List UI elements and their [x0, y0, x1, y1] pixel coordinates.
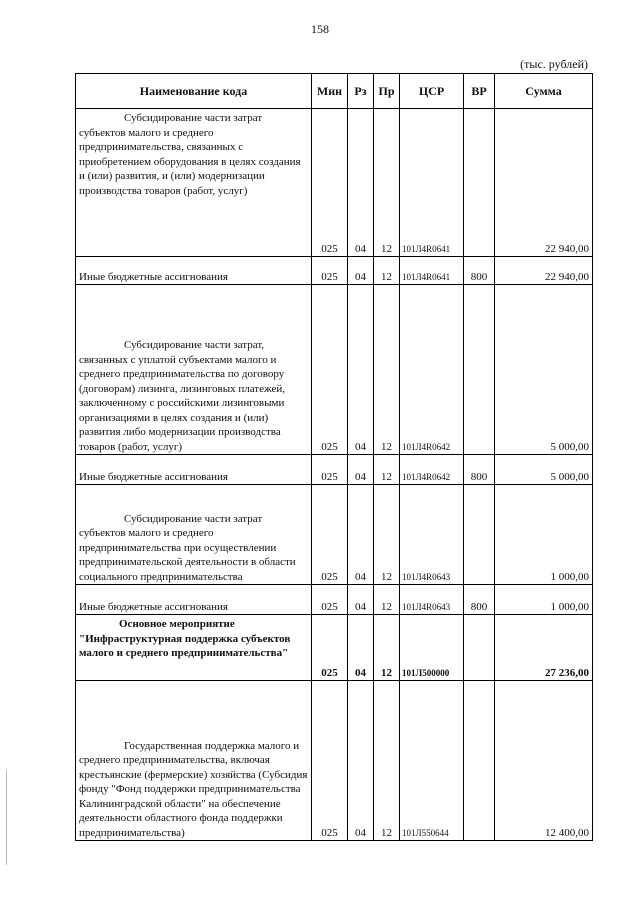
row-rz: 04	[348, 681, 374, 841]
row-min: 025	[312, 485, 348, 585]
table-row	[76, 285, 593, 455]
header-csr: ЦСР	[400, 74, 464, 109]
row-sum: 1 000,00	[495, 485, 593, 585]
row-csr: 101Л4R0642	[400, 285, 464, 455]
row-vr	[464, 681, 495, 841]
row-sum: 22 940,00	[495, 257, 593, 285]
table-header-row	[76, 74, 593, 109]
row-rz: 04	[348, 585, 374, 615]
page-number: 158	[311, 22, 329, 36]
row-name: Субсидирование части затрат субъектов малого и среднего предпринимательства при осуществлении предпринимательской деятельности в области социального предпринимательства	[76, 485, 312, 585]
row-min: 025	[312, 109, 348, 257]
row-rz: 04	[348, 615, 374, 681]
row-vr: 800	[464, 257, 495, 285]
row-pr: 12	[374, 681, 400, 841]
header-vr: ВР	[464, 74, 495, 109]
table-row	[76, 615, 593, 681]
row-pr: 12	[374, 455, 400, 485]
row-vr	[464, 485, 495, 585]
row-csr: 101Л550644	[400, 681, 464, 841]
table-row	[76, 455, 593, 485]
row-vr	[464, 615, 495, 681]
row-name: Иные бюджетные ассигнования	[76, 585, 312, 615]
table-row	[76, 257, 593, 285]
row-rz: 04	[348, 109, 374, 257]
row-pr: 12	[374, 615, 400, 681]
budget-table	[75, 73, 593, 841]
table-row	[76, 585, 593, 615]
row-min: 025	[312, 615, 348, 681]
row-min: 025	[312, 585, 348, 615]
units-label: (тыс. рублей)	[520, 57, 588, 71]
row-rz: 04	[348, 257, 374, 285]
row-vr	[464, 109, 495, 257]
row-pr: 12	[374, 285, 400, 455]
table-row	[76, 485, 593, 585]
row-min: 025	[312, 257, 348, 285]
row-sum: 1 000,00	[495, 585, 593, 615]
row-sum: 22 940,00	[495, 109, 593, 257]
row-csr: 101Л4R0643	[400, 585, 464, 615]
scan-edge-mark	[6, 770, 7, 865]
row-name: Субсидирование части затрат, связанных с уплатой субъектами малого и среднего предпринимательства по договору (договорам) лизинга, лизинговых платежей, заключенному с российскими лизинговыми организациями в целях создания и (или) развития либо модернизации производства товаров (работ, услуг)	[76, 285, 312, 455]
row-name: Государственная поддержка малого и среднего предпринимательства, включая крестьянские (фермерские) хозяйства (Субсидия фонду "Фонд поддержки предпринимательства Калининградской области" на обеспечение деятельности областного фонда поддержки предпринимательства)	[76, 681, 312, 841]
row-pr: 12	[374, 109, 400, 257]
row-sum: 5 000,00	[495, 455, 593, 485]
header-sum: Сумма	[495, 74, 593, 109]
row-name: Иные бюджетные ассигнования	[76, 257, 312, 285]
header-pr: Пр	[374, 74, 400, 109]
row-vr	[464, 285, 495, 455]
row-vr: 800	[464, 455, 495, 485]
row-csr: 101Л500000	[400, 615, 464, 681]
table-row	[76, 681, 593, 841]
row-vr: 800	[464, 585, 495, 615]
row-name	[76, 615, 312, 681]
row-min: 025	[312, 455, 348, 485]
header-name: Наименование кода	[76, 74, 312, 109]
header-min: Мин	[312, 74, 348, 109]
row-pr: 12	[374, 257, 400, 285]
row-csr: 101Л4R0642	[400, 455, 464, 485]
row-rz: 04	[348, 485, 374, 585]
row-pr: 12	[374, 585, 400, 615]
row-sum: 27 236,00	[495, 615, 593, 681]
row-sum: 5 000,00	[495, 285, 593, 455]
row-name: Субсидирование части затрат субъектов малого и среднего предпринимательства, связанных с приобретением оборудования в целях создания и (или) развития, и (или) модернизации производства товаров (работ, услуг)	[76, 109, 312, 257]
row-sum: 12 400,00	[495, 681, 593, 841]
row-min: 025	[312, 285, 348, 455]
row-rz: 04	[348, 455, 374, 485]
row-pr: 12	[374, 485, 400, 585]
table-row	[76, 109, 593, 257]
row-min: 025	[312, 681, 348, 841]
row-name: Иные бюджетные ассигнования	[76, 455, 312, 485]
row-rz: 04	[348, 285, 374, 455]
row-csr: 101Л4R0641	[400, 257, 464, 285]
row-name-text: Основное мероприятие "Инфраструктурная поддержка субъектов малого и среднего предпринимательства"	[79, 618, 291, 659]
row-csr: 101Л4R0641	[400, 109, 464, 257]
row-csr: 101Л4R0643	[400, 485, 464, 585]
header-rz: Рз	[348, 74, 374, 109]
